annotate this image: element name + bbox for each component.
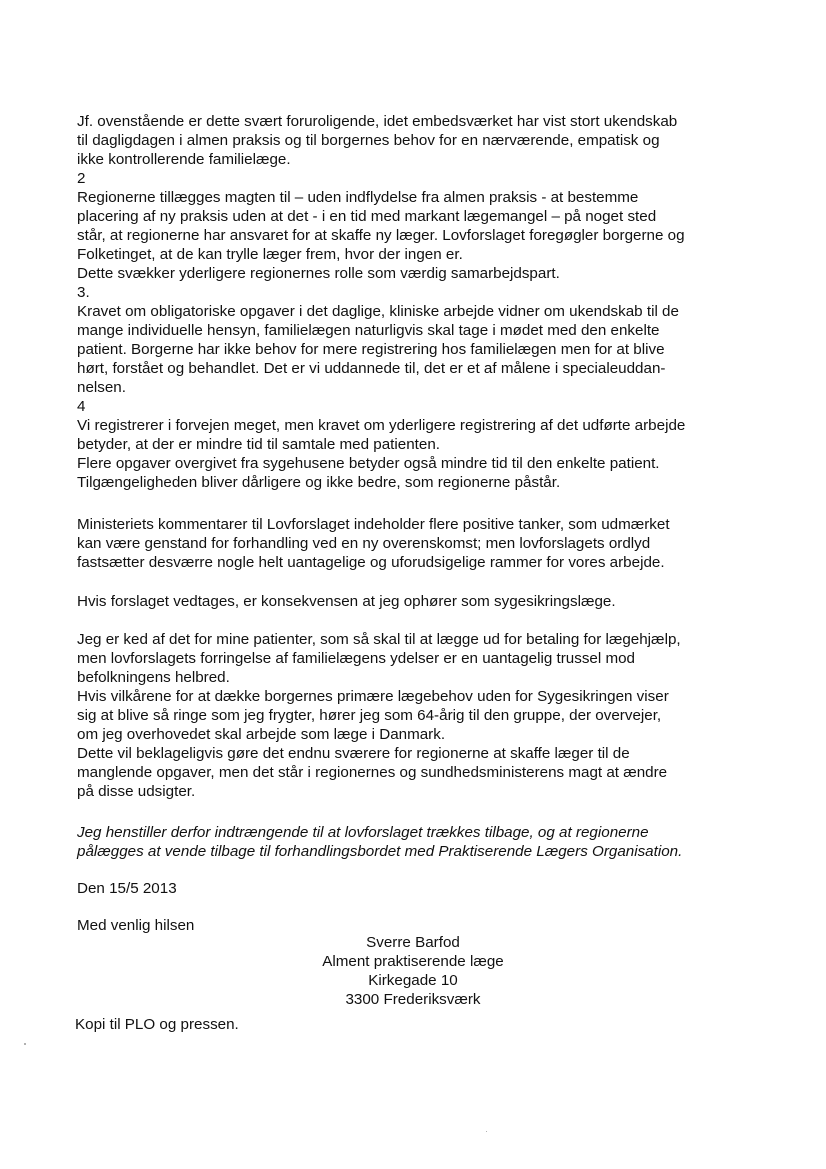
text-line: står, at regionerne har ansvaret for at skaffe ny læger. Lovforslaget foregøgler borgerne og bbox=[77, 227, 685, 244]
paragraph-request bbox=[77, 823, 767, 861]
text-line: Ministeriets kommentarer til Lovforslaget indeholder flere positive tanker, som udmærket bbox=[77, 516, 670, 533]
text-line: manglende opgaver, men det står i regionernes og sundhedsministerens magt at ændre bbox=[77, 764, 668, 781]
text-line: ikke kontrollerende familielæge. bbox=[77, 151, 291, 168]
copy-line bbox=[75, 1015, 765, 1034]
text-line: kan være genstand for forhandling ved en ny overenskomst; men lovforslagets ordlyd bbox=[77, 535, 651, 552]
text-line: nelsen. bbox=[77, 379, 126, 396]
paragraph-consequence bbox=[77, 592, 767, 611]
date-text: Den 15/5 2013 bbox=[77, 880, 177, 897]
closing-text: Med venlig hilsen bbox=[77, 917, 195, 934]
text-line: Jeg er ked af det for mine patienter, som så skal til at lægge ud for betaling for lægehjælp, bbox=[77, 631, 681, 648]
text-line: Hvis forslaget vedtages, er konsekvensen at jeg ophører som sygesikringslæge. bbox=[77, 593, 616, 610]
text-line: 4 bbox=[77, 398, 86, 415]
text-line: Flere opgaver overgivet fra sygehusene betyder også mindre tid til den enkelte patient. bbox=[77, 455, 660, 472]
scan-speck bbox=[486, 1131, 487, 1132]
text-line: 3. bbox=[77, 284, 90, 301]
text-line: Kirkegade 10 bbox=[368, 972, 458, 989]
text-line: Dette vil beklageligvis gøre det endnu sværere for regionerne at skaffe læger til de bbox=[77, 745, 630, 762]
text-line: Folketinget, at de kan trylle læger frem, hvor der ingen er. bbox=[77, 246, 463, 263]
scan-speck bbox=[24, 1043, 26, 1045]
text-line: 2 bbox=[77, 170, 86, 187]
paragraph-points bbox=[77, 112, 767, 492]
text-line: sig at blive så ringe som jeg frygter, hører jeg som 64-årig til den gruppe, der overvejer, bbox=[77, 707, 662, 724]
signature-block bbox=[0, 933, 826, 1009]
text-line: fastsætter desværre nogle helt uantagelige og uforudsigelige rammer for vores arbejde. bbox=[77, 554, 665, 571]
text-line: men lovforslagets forringelse af familielægens ydelser er en uantagelig trussel mod bbox=[77, 650, 635, 667]
text-line: mange individuelle hensyn, familielægen naturligvis skal tage i mødet med den enkelte bbox=[77, 322, 660, 339]
text-line: betyder, at der er mindre tid til samtale med patienten. bbox=[77, 436, 441, 453]
text-line: placering af ny praksis uden at det - i en tid med markant lægemangel – på noget sted bbox=[77, 208, 657, 225]
text-line: Jeg henstiller derfor indtrængende til at lovforslaget trækkes tilbage, og at regionerne bbox=[77, 824, 649, 841]
text-line: Kravet om obligatoriske opgaver i det daglige, kliniske arbejde vidner om ukendskab til de bbox=[77, 303, 679, 320]
text-line: befolkningens helbred. bbox=[77, 669, 230, 686]
text-line: på disse udsigter. bbox=[77, 783, 196, 800]
text-line: Dette svækker yderligere regionernes rolle som værdig samarbejdspart. bbox=[77, 265, 560, 282]
text-line: 3300 Frederiksværk bbox=[345, 991, 481, 1008]
copy-text: Kopi til PLO og pressen. bbox=[75, 1016, 239, 1033]
text-line: pålægges at vende tilbage til forhandlingsbordet med Praktiserende Lægers Organisation. bbox=[77, 843, 683, 860]
paragraph-ministry-comments bbox=[77, 515, 767, 572]
text-line: Vi registrerer i forvejen meget, men kravet om yderligere registrering af det udførte arbejde bbox=[77, 417, 686, 434]
text-line: Jf. ovenstående er dette svært foruroligende, idet embedsværket har vist stort ukendskab bbox=[77, 113, 678, 130]
text-line: Hvis vilkårene for at dække borgernes primære lægebehov uden for Sygesikringen viser bbox=[77, 688, 669, 705]
text-line: om jeg overhovedet skal arbejde som læge i Danmark. bbox=[77, 726, 446, 743]
text-line: patient. Borgerne har ikke behov for mere registrering hos familielægen men for at blive bbox=[77, 341, 665, 358]
text-line: til dagligdagen i almen praksis og til borgernes behov for en nærværende, empatisk og bbox=[77, 132, 660, 149]
paragraph-patients bbox=[77, 630, 767, 801]
text-line: Tilgængeligheden bliver dårligere og ikke bedre, som regionerne påstår. bbox=[77, 474, 561, 491]
date-line bbox=[77, 879, 767, 898]
text-line: Sverre Barfod bbox=[366, 934, 460, 951]
text-line: Regionerne tillægges magten til – uden indflydelse fra almen praksis - at bestemme bbox=[77, 189, 639, 206]
text-line: hørt, forstået og behandlet. Det er vi uddannede til, det er et af målene i specialeuddan- bbox=[77, 360, 666, 377]
text-line: Alment praktiserende læge bbox=[322, 953, 504, 970]
